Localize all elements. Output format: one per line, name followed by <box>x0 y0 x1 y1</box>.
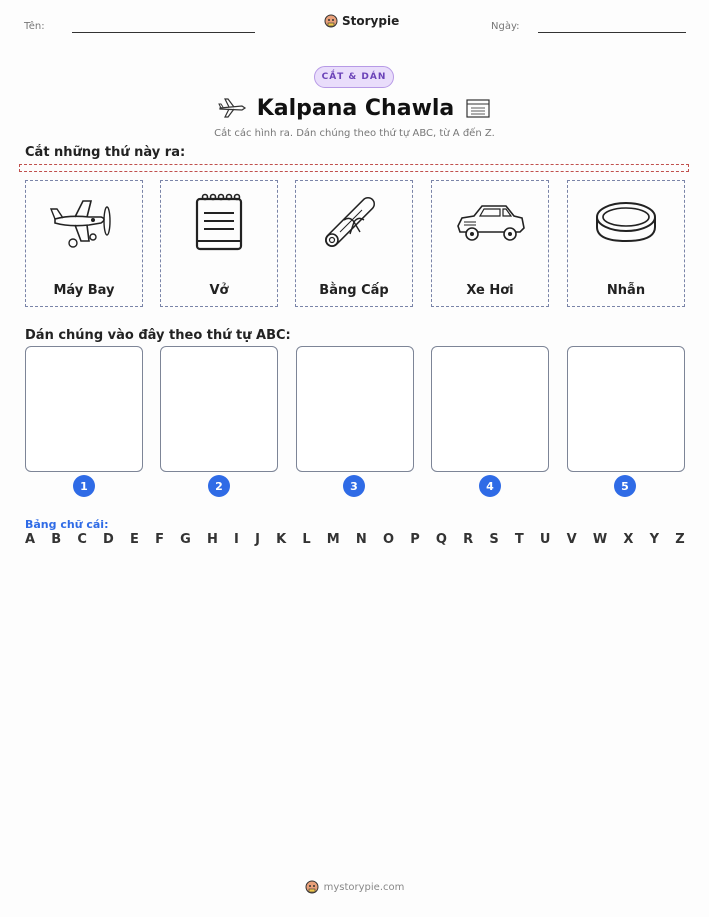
alphabet-letter: N <box>355 532 367 547</box>
brand-name: Storypie <box>342 14 400 28</box>
alphabet-letter: Y <box>649 532 660 547</box>
slot-number: 4 <box>479 475 501 497</box>
slot-number: 3 <box>343 475 365 497</box>
card-notebook[interactable] <box>160 180 278 307</box>
slot-number: 1 <box>73 475 95 497</box>
activity-badge: CẮT & DÁN <box>314 66 394 88</box>
slot-number: 5 <box>614 475 636 497</box>
car-icon <box>454 200 526 244</box>
paste-slot-1[interactable] <box>25 346 143 472</box>
alphabet-letter: D <box>103 532 114 547</box>
paste-slot-3[interactable] <box>296 346 414 472</box>
alphabet-letter: P <box>410 532 420 547</box>
card-label: Vở <box>209 283 229 298</box>
alphabet-letter: L <box>302 532 311 547</box>
slot-number: 2 <box>208 475 230 497</box>
date-line[interactable] <box>538 32 686 33</box>
page-title <box>209 92 500 124</box>
notebook-icon <box>191 191 247 253</box>
alphabet-letter: Q <box>435 532 447 547</box>
diploma-icon <box>322 190 386 254</box>
card-label: Xe Hơi <box>466 283 514 298</box>
brand-logo <box>324 14 399 28</box>
alphabet-letter: V <box>566 532 577 547</box>
alphabet-letter: U <box>539 532 551 547</box>
alphabet-letter: B <box>51 532 62 547</box>
alphabet-letter: X <box>623 532 634 547</box>
ring-icon <box>593 197 659 247</box>
alphabet-letter: K <box>276 532 287 547</box>
alphabet-letter: Z <box>675 532 685 547</box>
airplane-icon <box>217 96 247 120</box>
name-line[interactable] <box>72 32 255 33</box>
paste-slot-4[interactable] <box>431 346 549 472</box>
alphabet-letter: F <box>155 532 164 547</box>
alphabet-row <box>25 532 685 547</box>
alphabet-letter: I <box>234 532 239 547</box>
date-label: Ngày: <box>491 21 520 32</box>
instructions: Cắt các hình ra. Dán chúng theo thứ tự ABC, từ A đến Z. <box>214 128 495 139</box>
paste-slot-2[interactable] <box>160 346 278 472</box>
alphabet-letter: E <box>130 532 139 547</box>
alphabet-letter: J <box>255 532 260 547</box>
card-ring[interactable] <box>567 180 685 307</box>
alphabet-letter: R <box>463 532 474 547</box>
alphabet-letter: A <box>25 532 36 547</box>
title-text: Kalpana Chawla <box>256 95 455 121</box>
alphabet-letter: W <box>592 532 608 547</box>
alphabet-letter: H <box>206 532 218 547</box>
card-label: Máy Bay <box>53 283 115 298</box>
card-label: Bằng Cấp <box>319 283 389 298</box>
cut-section-title: Cắt những thứ này ra: <box>25 145 186 160</box>
alphabet-title: Bảng chữ cái: <box>25 518 109 531</box>
alphabet-letter: G <box>180 532 191 547</box>
card-label: Nhẫn <box>606 283 646 298</box>
name-label: Tên: <box>24 21 45 32</box>
alphabet-letter: T <box>514 532 524 547</box>
alphabet-letter: O <box>382 532 395 547</box>
footer <box>0 880 709 894</box>
airplane-icon <box>49 193 119 251</box>
paste-slot-5[interactable] <box>567 346 685 472</box>
box-icon <box>464 96 492 120</box>
card-airplane[interactable] <box>25 180 143 307</box>
footer-link[interactable]: mystorypie.com <box>323 881 405 893</box>
paste-section-title: Dán chúng vào đây theo thứ tự ABC: <box>25 328 291 343</box>
card-car[interactable] <box>431 180 549 307</box>
alphabet-letter: M <box>326 532 340 547</box>
cut-line <box>19 164 689 172</box>
storypie-logo-icon <box>324 14 338 28</box>
storypie-logo-icon <box>305 880 319 894</box>
alphabet-letter: S <box>489 532 499 547</box>
alphabet-letter: C <box>77 532 87 547</box>
card-diploma[interactable] <box>295 180 413 307</box>
